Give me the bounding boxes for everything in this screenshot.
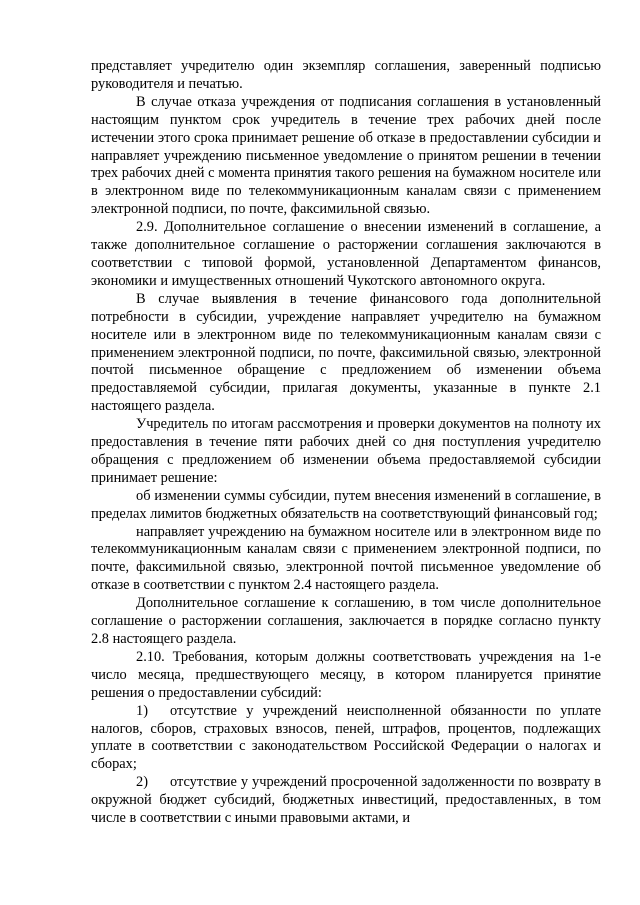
paragraph: 2.10. Требования, которым должны соответствовать учреждения на 1-е число месяца, предшествующего месяцу, в котором планируется принятие решения о предоставлении субсидий: bbox=[91, 648, 601, 701]
paragraph: 2.9. Дополнительное соглашение о внесении изменений в соглашение, а также дополнительное соглашение о расторжении соглашения заключаются в соответствии с типовой формой, установленной Департаментом финансов, экономики и имущественных отношений Чукотского автономного округа. bbox=[91, 219, 601, 289]
list-item-text: отсутствие у учреждений неисполненной обязанности по уплате налогов, сборов, страховых взносов, пеней, штрафов, процентов, подлежащих уплате в соответствии с законодательством Российской Федерации о налогах и сборах; bbox=[91, 702, 601, 773]
paragraph: направляет учреждению на бумажном носителе или в электронном виде по телекоммуникационным каналам связи с применением электронной подписи, по почте, факсимильной связью, электронной почтой письменное уведомление об отказе в соответствии с пунктом 2.4 настоящего раздела. bbox=[91, 523, 601, 594]
paragraph: В случае выявления в течение финансового года дополнительной потребности в субсидии, учреждение направляет учредителю на бумажном носителе или в электронном виде по телекоммуникационным каналам связи с применением электронной подписи, по почте, факсимильной связью, электронной почтой письменное обращение с предложением об изменении объема предоставляемой субсидии, прилагая документы, указанные в пункте 2.1 настоящего раздела. bbox=[91, 290, 601, 415]
list-item-text: отсутствие у учреждений просроченной задолженности по возврату в окружной бюджет субсидий, бюджетных инвестиций, предоставленных, в том числе в соответствии с иными правовыми актами, и bbox=[91, 774, 601, 827]
paragraph: представляет учредителю один экземпляр соглашения, заверенный подписью руководителя и печатью. bbox=[91, 58, 601, 92]
list-marker: 1) bbox=[136, 702, 148, 719]
list-item bbox=[91, 703, 601, 775]
document-page bbox=[91, 58, 601, 828]
list-marker: 2) bbox=[136, 774, 148, 791]
paragraph: Учредитель по итогам рассмотрения и проверки документов на полноту их предоставления в течение пяти рабочих дней со дня поступления учредителю обращения с предложением об изменении объема предоставляемой субсидии принимает решение: bbox=[91, 416, 601, 486]
list-item bbox=[91, 774, 601, 828]
paragraph: В случае отказа учреждения от подписания соглашения в установленный настоящим пунктом срок учредитель в течение трех рабочих дней после истечении этого срока принимает решение об отказе в предоставлении субсидии и направляет учреждению письменное уведомление о принятом решении в течении трех рабочих дней с момента принятия такого решения на бумажном носителе или в электронном виде по телекоммуникационным каналам связи с применением электронной подписи, по почте, факсимильной связью. bbox=[91, 93, 601, 218]
paragraph: Дополнительное соглашение к соглашению, в том числе дополнительное соглашение о расторжении соглашения, заключается в порядке согласно пункту 2.8 настоящего раздела. bbox=[91, 595, 601, 647]
paragraph: об изменении суммы субсидии, путем внесения изменений в соглашение, в пределах лимитов бюджетных обязательств на соответствующий финансовый год; bbox=[91, 487, 601, 522]
